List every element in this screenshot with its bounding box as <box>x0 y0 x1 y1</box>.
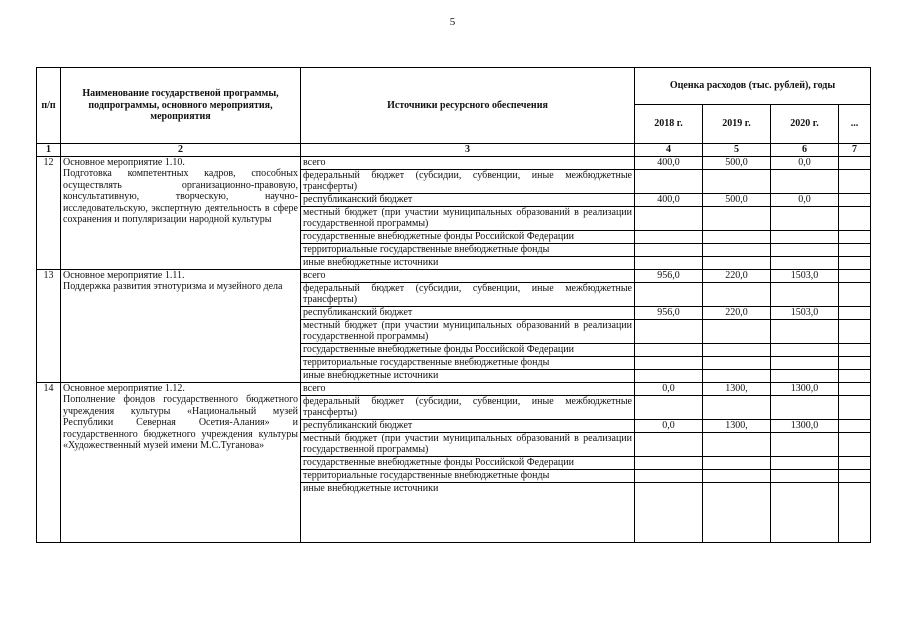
value-cell-empty <box>839 269 871 282</box>
value-cell <box>703 230 771 243</box>
header-year: 2018 г. <box>635 105 703 144</box>
header-name: Наименование государственой программы, подпрограммы, основного мероприятия, мероприятия <box>61 68 301 144</box>
value-cell <box>703 469 771 482</box>
measure-number: 12 <box>37 156 61 269</box>
column-number: 3 <box>301 144 635 157</box>
value-cell <box>771 482 839 542</box>
value-cell <box>703 206 771 230</box>
source-label: иные внебюджетные источники <box>301 369 635 382</box>
measure-title: Основное мероприятие 1.12. <box>63 382 185 394</box>
value-cell-empty <box>839 256 871 269</box>
measure-description: Пополнение фондов государственного бюджетного учреждения культуры «Национальный музей Республики Северная Осетия-Алания» и государственного бюджетного учреждения культуры «Художественный музей имени М.С.Туганова» <box>63 394 298 451</box>
value-cell: 220,0 <box>703 306 771 319</box>
value-cell-empty <box>839 469 871 482</box>
value-cell <box>703 482 771 542</box>
source-label: республиканский бюджет <box>301 193 635 206</box>
value-cell <box>635 243 703 256</box>
value-cell-empty <box>839 395 871 419</box>
value-cell-empty <box>839 169 871 193</box>
value-cell <box>635 356 703 369</box>
value-cell <box>703 356 771 369</box>
header-num: п/п <box>37 68 61 144</box>
value-cell <box>635 169 703 193</box>
table-row <box>37 382 871 395</box>
measure-number: 13 <box>37 269 61 382</box>
value-cell <box>771 369 839 382</box>
measure-title: Основное мероприятие 1.10. <box>63 156 185 168</box>
value-cell <box>635 319 703 343</box>
value-cell: 220,0 <box>703 269 771 282</box>
measure-title: Основное мероприятие 1.11. <box>63 269 185 281</box>
source-label: территориальные государственные внебюджетные фонды <box>301 243 635 256</box>
value-cell-empty <box>839 306 871 319</box>
value-cell <box>703 432 771 456</box>
header-year: 2020 г. <box>771 105 839 144</box>
value-cell <box>771 169 839 193</box>
value-cell <box>703 456 771 469</box>
value-cell: 1300,0 <box>771 419 839 432</box>
column-number: 6 <box>771 144 839 157</box>
value-cell <box>771 456 839 469</box>
source-label: федеральный бюджет (субсидии, субвенции, иные межбюджетные трансферты) <box>301 395 635 419</box>
column-number: 7 <box>839 144 871 157</box>
source-label: государственные внебюджетные фонды Российской Федерации <box>301 230 635 243</box>
value-cell <box>635 282 703 306</box>
header-year: 2019 г. <box>703 105 771 144</box>
measure-number: 14 <box>37 382 61 542</box>
value-cell: 0,0 <box>771 156 839 169</box>
table-body <box>37 156 871 542</box>
column-number: 1 <box>37 144 61 157</box>
value-cell <box>771 469 839 482</box>
value-cell <box>771 243 839 256</box>
header-sources: Источники ресурсного обеспечения <box>301 68 635 144</box>
value-cell: 1300, <box>703 419 771 432</box>
value-cell-empty <box>839 382 871 395</box>
value-cell-empty <box>839 432 871 456</box>
column-number: 5 <box>703 144 771 157</box>
source-label: всего <box>301 382 635 395</box>
value-cell <box>635 482 703 542</box>
column-number: 2 <box>61 144 301 157</box>
page-number: 5 <box>449 16 456 28</box>
value-cell-empty <box>839 230 871 243</box>
source-label: всего <box>301 269 635 282</box>
source-label: местный бюджет (при участии муниципальных образований в реализации государственной программы) <box>301 319 635 343</box>
value-cell <box>703 282 771 306</box>
value-cell-empty <box>839 456 871 469</box>
measure-description: Подготовка компетентных кадров, способных осуществлять организационно-правовую, консультативную, творческую, научно-исследовательскую, экспертную деятельность в сфере сохранения и популяризации народной культуры <box>63 168 298 225</box>
table-row <box>37 269 871 282</box>
value-cell <box>635 230 703 243</box>
value-cell: 1300, <box>703 382 771 395</box>
value-cell: 500,0 <box>703 193 771 206</box>
source-label: государственные внебюджетные фонды Российской Федерации <box>301 456 635 469</box>
value-cell <box>635 369 703 382</box>
value-cell-empty <box>839 356 871 369</box>
column-number-row <box>37 144 871 157</box>
value-cell-empty <box>839 419 871 432</box>
value-cell-empty <box>839 369 871 382</box>
source-label: республиканский бюджет <box>301 419 635 432</box>
source-label: местный бюджет (при участии муниципальных образований в реализации государственной программы) <box>301 206 635 230</box>
value-cell <box>635 395 703 419</box>
value-cell: 1503,0 <box>771 306 839 319</box>
value-cell <box>635 469 703 482</box>
value-cell <box>771 319 839 343</box>
value-cell <box>771 206 839 230</box>
source-label: иные внебюджетные источники <box>301 482 635 542</box>
value-cell-empty <box>839 193 871 206</box>
value-cell-empty <box>839 482 871 542</box>
source-label: территориальные государственные внебюджетные фонды <box>301 356 635 369</box>
value-cell: 1503,0 <box>771 269 839 282</box>
value-cell <box>703 319 771 343</box>
value-cell: 0,0 <box>635 419 703 432</box>
table-row <box>37 156 871 169</box>
value-cell: 400,0 <box>635 193 703 206</box>
value-cell: 1300,0 <box>771 382 839 395</box>
source-label: республиканский бюджет <box>301 306 635 319</box>
value-cell: 956,0 <box>635 269 703 282</box>
value-cell <box>703 369 771 382</box>
source-label: государственные внебюджетные фонды Российской Федерации <box>301 343 635 356</box>
value-cell <box>771 230 839 243</box>
source-label: местный бюджет (при участии муниципальных образований в реализации государственной программы) <box>301 432 635 456</box>
value-cell <box>703 343 771 356</box>
value-cell <box>703 256 771 269</box>
header-year: ... <box>839 105 871 144</box>
value-cell-empty <box>839 156 871 169</box>
value-cell: 400,0 <box>635 156 703 169</box>
value-cell <box>771 256 839 269</box>
value-cell <box>635 343 703 356</box>
measure-name-cell <box>61 382 301 542</box>
source-label: иные внебюджетные источники <box>301 256 635 269</box>
value-cell-empty <box>839 319 871 343</box>
value-cell-empty <box>839 243 871 256</box>
value-cell <box>703 169 771 193</box>
value-cell <box>771 356 839 369</box>
measure-name-cell <box>61 269 301 382</box>
source-label: территориальные государственные внебюджетные фонды <box>301 469 635 482</box>
measure-name-cell <box>61 156 301 269</box>
value-cell <box>771 395 839 419</box>
measure-description: Поддержка развития этнотуризма и музейного дела <box>63 281 283 292</box>
column-number: 4 <box>635 144 703 157</box>
value-cell <box>635 256 703 269</box>
value-cell <box>703 395 771 419</box>
value-cell <box>635 456 703 469</box>
value-cell <box>703 243 771 256</box>
value-cell: 0,0 <box>771 193 839 206</box>
resource-table <box>36 67 871 543</box>
value-cell <box>771 432 839 456</box>
header-estimate: Оценка расходов (тыс. рублей), годы <box>635 68 871 105</box>
value-cell-empty <box>839 282 871 306</box>
source-label: всего <box>301 156 635 169</box>
value-cell-empty <box>839 343 871 356</box>
source-label: федеральный бюджет (субсидии, субвенции, иные межбюджетные трансферты) <box>301 169 635 193</box>
value-cell: 0,0 <box>635 382 703 395</box>
value-cell <box>771 343 839 356</box>
value-cell-empty <box>839 206 871 230</box>
value-cell: 956,0 <box>635 306 703 319</box>
value-cell: 500,0 <box>703 156 771 169</box>
value-cell <box>635 206 703 230</box>
value-cell <box>635 432 703 456</box>
value-cell <box>771 282 839 306</box>
source-label: федеральный бюджет (субсидии, субвенции, иные межбюджетные трансферты) <box>301 282 635 306</box>
